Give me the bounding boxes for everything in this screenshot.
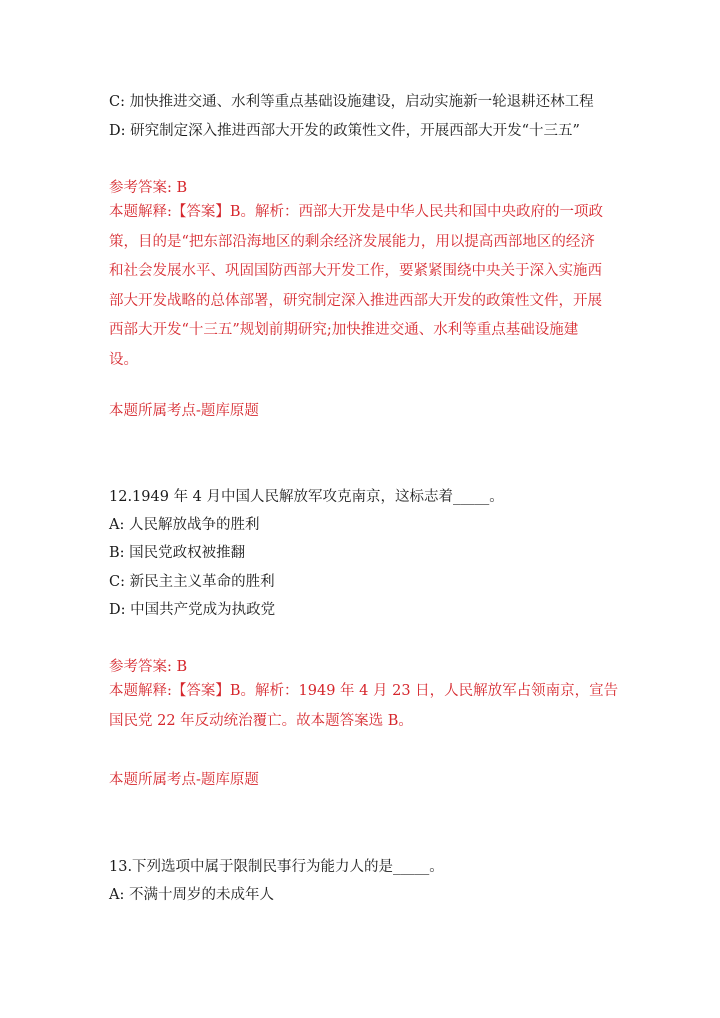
- q11-explanation-line: 西部大开发“十三五”规划前期研究;加快推进交通、水利等重点基础设施建: [109, 322, 579, 339]
- q11-explanation: [109, 198, 617, 376]
- q12-option-c: C: 新民主主义革命的胜利: [109, 574, 275, 590]
- q11-answer: 参考答案: B: [109, 180, 188, 196]
- q12-question: 12.1949 年 4 月中国人民解放军攻克南京，这标志着_____。: [109, 489, 504, 505]
- q12-explanation-line: 本题解释:【答案】B。解析：1949 年 4 月 23 日，人民解放军占领南京，宣告: [109, 683, 619, 699]
- q11-explanation-line: 策，目的是“把东部沿海地区的剩余经济发展能力，用以提高西部地区的经济: [109, 233, 595, 250]
- q11-explanation-line: 部大开发战略的总体部署，研究制定深入推进西部大开发的政策性文件，开展: [109, 292, 602, 309]
- q12-option-b: B: 国民党政权被推翻: [109, 545, 246, 561]
- q11-option-c: C: 加快推进交通、水利等重点基础设施建设，启动实施新一轮退耕还林工程: [109, 94, 594, 110]
- q11-option-d: D: 研究制定深入推进西部大开发的政策性文件，开展西部大开发“十三五”: [109, 123, 580, 139]
- q12-option-a: A: 人民解放战争的胜利: [109, 517, 260, 533]
- q13-question: 13.下列选项中属于限制民事行为能力人的是_____。: [109, 859, 444, 875]
- q12-option-d: D: 中国共产党成为执政党: [109, 602, 276, 618]
- q11-explanation-line: 设。: [109, 351, 138, 368]
- q11-explanation-line: 和社会发展水平、巩固国防西部大开发工作，要紧紧围绕中央关于深入实施西: [109, 263, 602, 280]
- q12-answer: 参考答案: B: [109, 659, 188, 675]
- q11-source: 本题所属考点-题库原题: [109, 403, 259, 419]
- q11-explanation-line: 本题解释:【答案】B。解析：西部大开发是中华人民共和国中央政府的一项政: [109, 204, 604, 220]
- q12-explanation-line: 国民党 22 年反动统治覆亡。故本题答案选 B。: [109, 712, 413, 729]
- q13-option-a: A: 不满十周岁的未成年人: [109, 887, 274, 903]
- q12-source: 本题所属考点-题库原题: [109, 772, 259, 788]
- q12-explanation: [109, 677, 617, 736]
